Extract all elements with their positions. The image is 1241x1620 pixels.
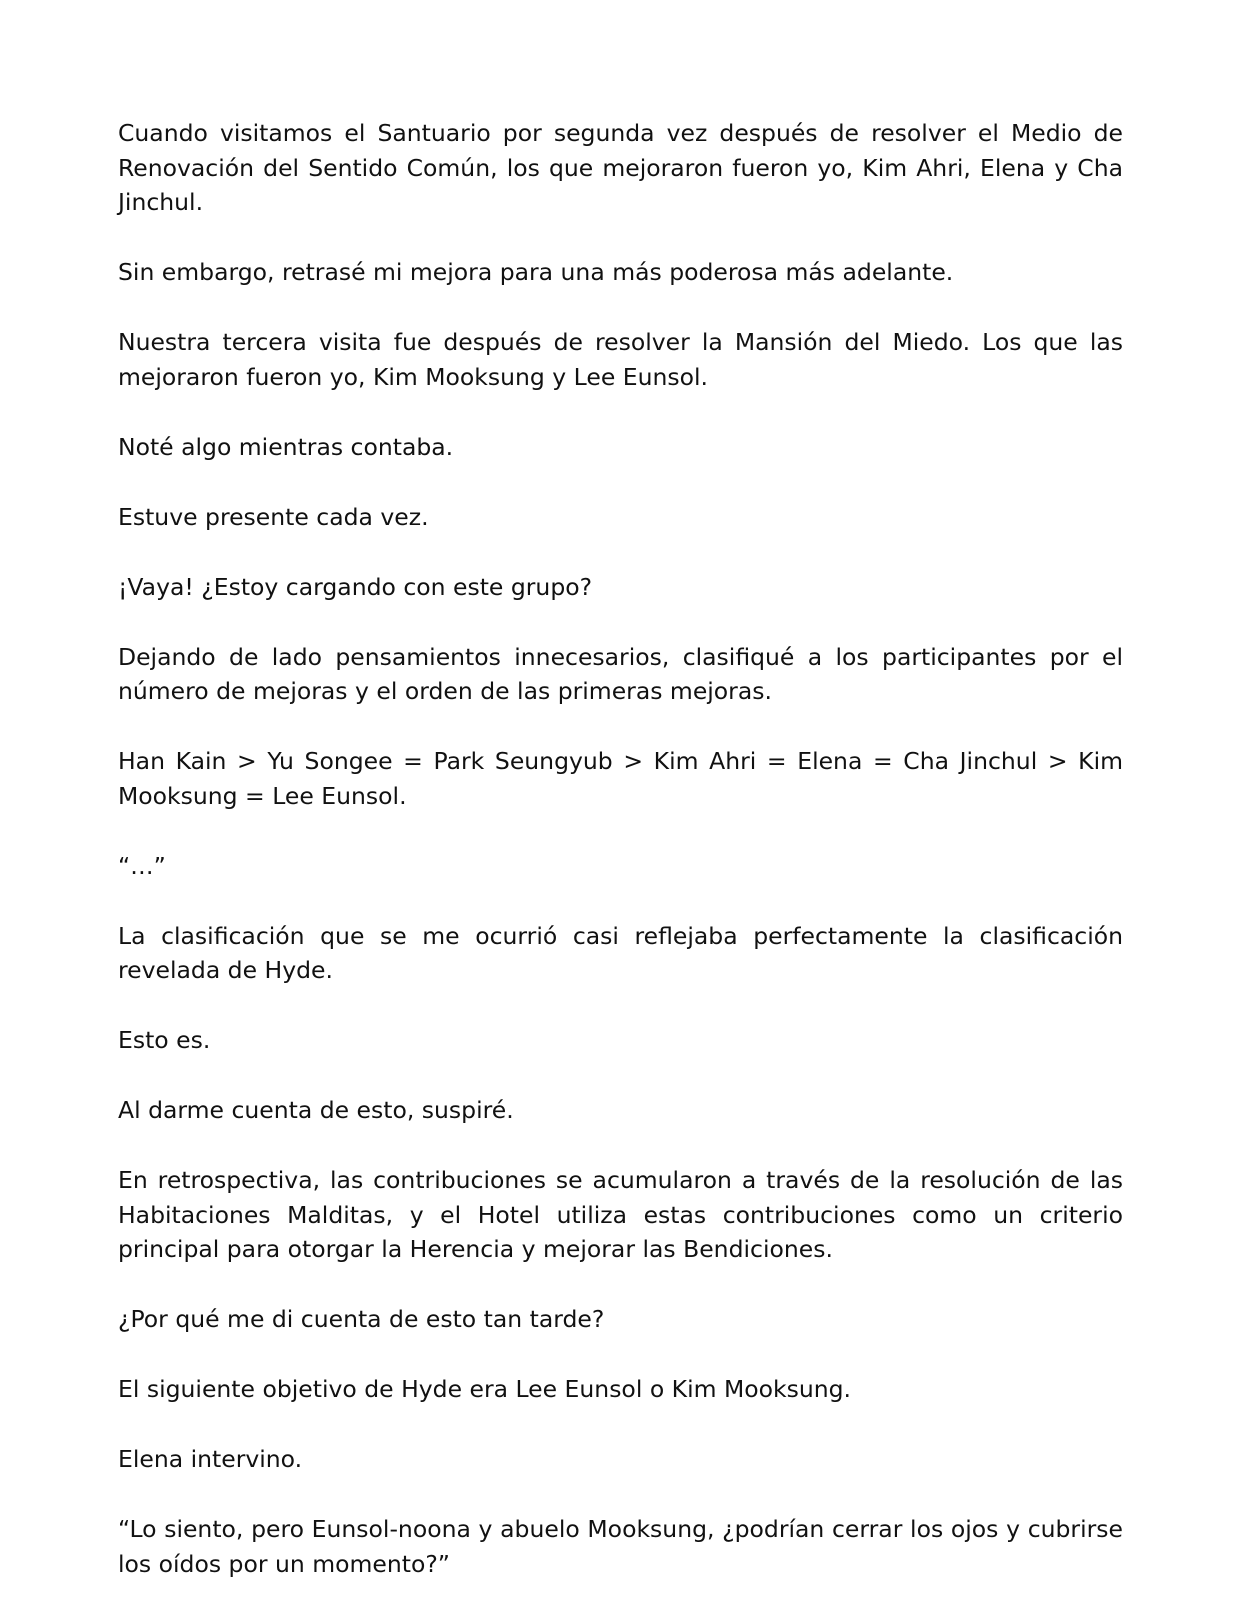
paragraph: “…” [118,851,166,880]
paragraph: ¿Por qué me di cuenta de esto tan tarde? [118,1305,605,1333]
paragraph: Han Kain > Yu Songee = Park Seungyub > Kim Ahri = Elena = Cha Jinchul > Kim Mooksung = Lee Eunsol. [118,747,1123,810]
document-body [118,116,1123,1581]
paragraph: Sin embargo, retrasé mi mejora para una más poderosa más adelante. [118,258,954,286]
paragraph: En retrospectiva, las contribuciones se acumularon a través de la resolución de las Habitaciones Malditas, y el Hotel utiliza estas contribuciones como un criterio principal para otorgar la Herencia y mejorar las Bendiciones. [118,1166,1123,1263]
paragraph: Nuestra tercera visita fue después de resolver la Mansión del Miedo. Los que las mejoraron fueron yo, Kim Mooksung y Lee Eunsol. [118,328,1123,391]
paragraph: Elena intervino. [118,1445,303,1473]
paragraph: ¡Vaya! ¿Estoy cargando con este grupo? [118,572,593,601]
paragraph: Dejando de lado pensamientos innecesarios, clasifiqué a los participantes por el número de mejoras y el orden de las primeras mejoras. [118,642,1123,705]
paragraph: Al darme cuenta de esto, suspiré. [118,1096,514,1124]
paragraph: Noté algo mientras contaba. [118,432,454,461]
paragraph: El siguiente objetivo de Hyde era Lee Eunsol o Kim Mooksung. [118,1375,852,1403]
paragraph: La clasificación que se me ocurrió casi reflejaba perfectamente la clasificación revelada de Hyde. [118,921,1123,984]
paragraph: “Lo siento, pero Eunsol-noona y abuelo Mooksung, ¿podrían cerrar los ojos y cubrirse los oídos por un momento?” [118,1515,1123,1578]
paragraph: Estuve presente cada vez. [118,502,429,531]
paragraph: Cuando visitamos el Santuario por segunda vez después de resolver el Medio de Renovación del Sentido Común, los que mejoraron fueron yo, Kim Ahri, Elena y Cha Jinchul. [118,119,1123,216]
paragraph: Esto es. [118,1026,211,1054]
